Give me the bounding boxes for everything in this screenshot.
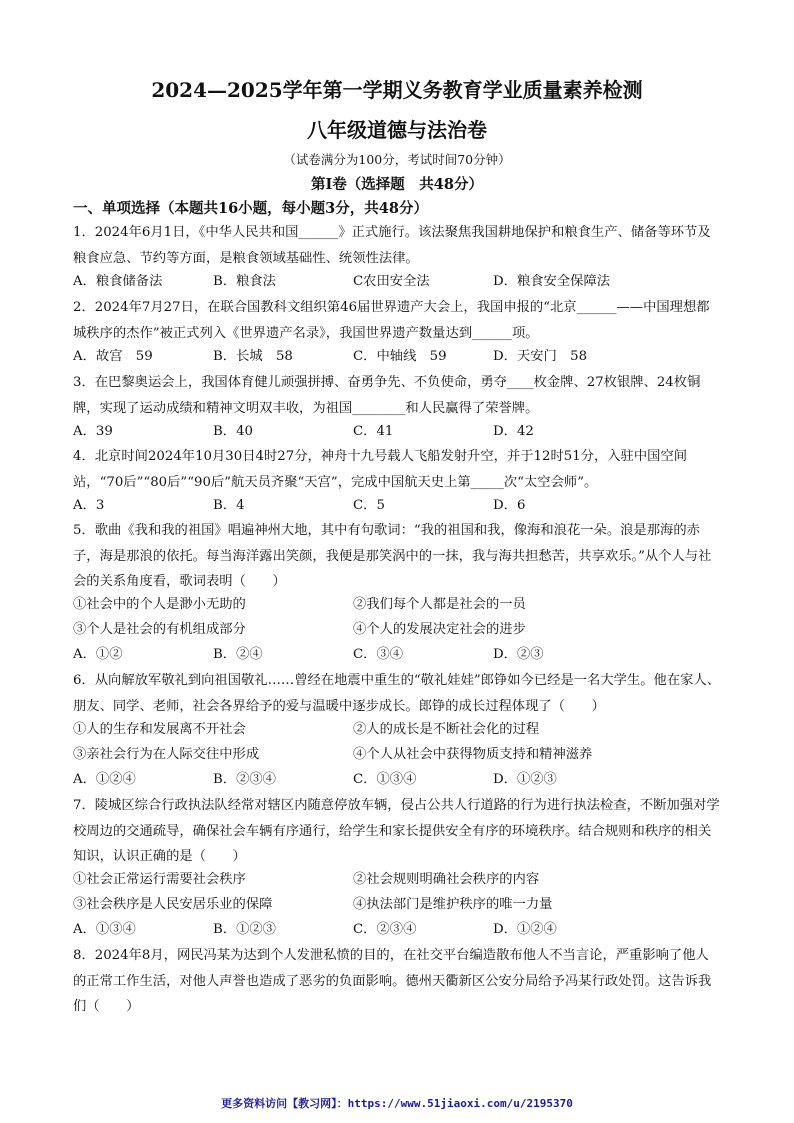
question-5-statements-1	[73, 593, 721, 617]
option-d: D．①②④	[493, 922, 557, 937]
option-b: B．粮食法	[213, 274, 276, 289]
option-c: C．5	[353, 498, 385, 513]
question-2-options	[73, 345, 721, 369]
question-1-options	[73, 270, 721, 294]
statement-4: ④个人的发展决定社会的进步	[353, 622, 526, 637]
option-a: A．①②④	[73, 772, 136, 787]
option-c: C．中轴线 59	[353, 349, 447, 364]
question-6-statements-1	[73, 718, 721, 742]
option-d: D．42	[493, 424, 534, 439]
question-7-options	[73, 918, 721, 942]
exam-subtitle: 八年级道德与法治卷	[307, 118, 487, 142]
statement-3: ③社会秩序是人民安居乐业的保障	[73, 897, 273, 912]
question-4-stem: 4．北京时间2024年10月30日4时27分，神舟十九号载人飞船发射升空，并于12时51分，入驻中国空间站，“70后”“80后”“90后”航天员齐聚“天宫”，完成中国航天史上第_____次“太空会师”。	[73, 449, 688, 490]
option-c: C．③④	[353, 647, 404, 662]
section-heading: 一、单项选择（本题共16小题，每小题3分，共48分）	[73, 200, 428, 217]
statement-2: ②我们每个人都是社会的一员	[353, 597, 526, 612]
option-c: C．②③④	[353, 922, 417, 937]
part-heading: 第Ⅰ卷（选择题 共48分）	[311, 176, 483, 193]
option-b: B．4	[213, 498, 245, 513]
exam-note: （试卷满分为100分，考试时间70分钟）	[283, 152, 511, 167]
question-5-statements-2	[73, 618, 721, 642]
question-6-stem: 6．从向解放军敬礼到向祖国敬礼……曾经在地震中重生的“敬礼娃娃”郎铮如今已经是一名大学生。他在家人、朋友、同学、老师，社会各界给予的爱与温暖中逐步成长。郎铮的成长过程体现了（ ）	[73, 673, 721, 714]
question-4-options	[73, 494, 721, 518]
statement-2: ②社会规则明确社会秩序的内容	[353, 872, 540, 887]
option-b: B．①②③	[213, 922, 276, 937]
statement-3: ③个人是社会的有机组成部分	[73, 622, 246, 637]
question-5-stem: 5．歌曲《我和我的祖国》唱遍神州大地，其中有句歌词：“我的祖国和我，像海和浪花一朵。浪是那海的赤子，海是那浪的依托。每当海洋露出笑颜，我便是那笑涡中的一抹，我与海共担愁苦，共享欢乐。”从个人与社会的关系角度看，歌词表明（ ）	[73, 523, 712, 589]
option-c: C．①③④	[353, 772, 417, 787]
option-c: C农田安全法	[353, 274, 430, 289]
option-a: A．粮食储备法	[73, 274, 163, 289]
option-d: D．天安门 58	[493, 349, 588, 364]
statement-1: ①社会正常运行需要社会秩序	[73, 872, 246, 887]
option-b: B．②④	[213, 647, 263, 662]
statement-4: ④个人从社会中获得物质支持和精神滋养	[353, 747, 593, 762]
statement-4: ④执法部门是维护秩序的唯一力量	[353, 897, 553, 912]
question-1-stem: 1．2024年6月1日，《中华人民共和国______》正式施行。该法聚焦我国耕地保护和粮食生产、储备等环节及粮食应急、节约等方面，是粮食领域基础性、统领性法律。	[73, 225, 711, 266]
option-b: B．②③④	[213, 772, 276, 787]
option-a: A．3	[73, 498, 105, 513]
question-3-options	[73, 420, 721, 444]
option-d: D．②③	[493, 647, 544, 662]
question-8-stem: 8．2024年8月，网民冯某为达到个人发泄私愤的目的，在社交平台编造散布他人不当言论，严重影响了他人的正常工作生活，对他人声誉也造成了恶劣的负面影响。德州天衢新区公安分局给予冯某行政处罚。这告诉我们（ ）	[73, 948, 712, 1014]
question-6-options	[73, 768, 721, 792]
option-b: B．长城 58	[213, 349, 293, 364]
statement-1: ①人的生存和发展离不开社会	[73, 722, 246, 737]
question-6-statements-2	[73, 743, 721, 767]
option-a: A．39	[73, 424, 113, 439]
question-7-stem: 7．陵城区综合行政执法队经常对辖区内随意停放车辆，侵占公共人行道路的行为进行执法检查，不断加强对学校周边的交通疏导，确保社会车辆有序通行，给学生和家长提供安全有序的环境秩序。结合规则和秩序的相关知识，认识正确的是（ ）	[73, 798, 720, 864]
question-7-statements-2	[73, 893, 721, 917]
question-2-stem: 2．2024年7月27日，在联合国教科文组织第46届世界遗产大会上，我国申报的“北京______——中国理想都城秩序的杰作”被正式列入《世界遗产名录》，我国世界遗产数量达到______项。	[73, 300, 710, 341]
exam-title: 2024—2025学年第一学期义务教育学业质量素养检测	[151, 78, 643, 102]
option-d: D．6	[493, 498, 526, 513]
option-a: A．①②	[73, 647, 123, 662]
option-a: A．故宫 59	[73, 349, 153, 364]
option-d: D．①②③	[493, 772, 557, 787]
option-b: B．40	[213, 424, 253, 439]
footer-link[interactable]: 更多资料访问【教习网】：https://www.51jiaoxi.com/u/2195370	[221, 1097, 573, 1110]
statement-2: ②人的成长是不断社会化的过程	[353, 722, 540, 737]
option-c: C．41	[353, 424, 394, 439]
option-d: D．粮食安全保障法	[493, 274, 611, 289]
statement-1: ①社会中的个人是渺小无助的	[73, 597, 246, 612]
option-a: A．①③④	[73, 922, 136, 937]
statement-3: ③亲社会行为在人际交往中形成	[73, 747, 260, 762]
question-3-stem: 3．在巴黎奥运会上，我国体育健儿顽强拼搏、奋勇争先、不负使命，勇夺____枚金牌、27枚银牌、24枚铜牌，实现了运动成绩和精神文明双丰收，为祖国________和人民赢得了荣誉牌。	[73, 375, 701, 416]
question-7-statements-1	[73, 868, 721, 892]
question-5-options	[73, 643, 721, 667]
